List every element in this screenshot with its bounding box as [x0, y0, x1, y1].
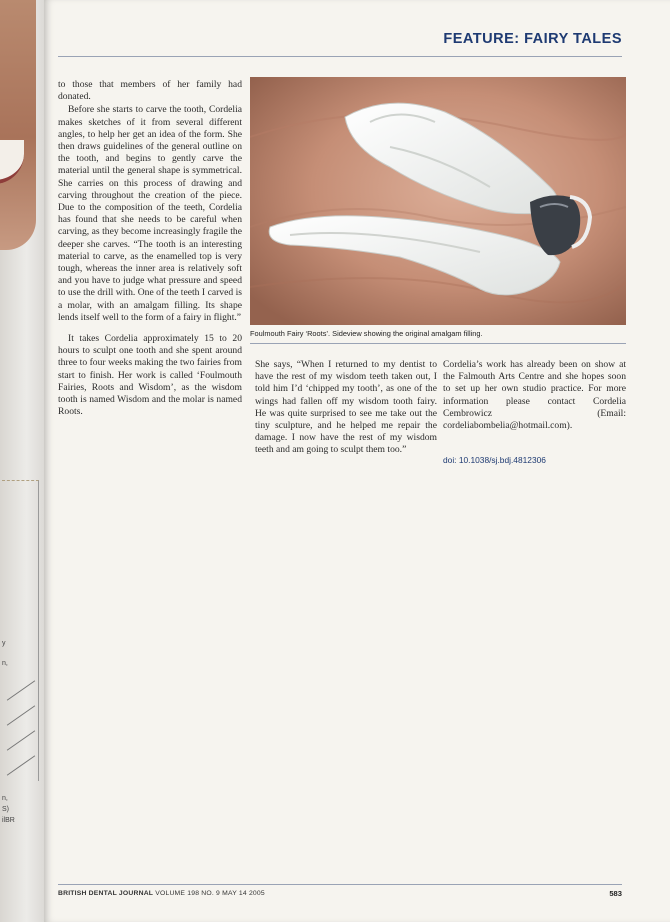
tooth-fairy-image	[250, 77, 626, 325]
adjacent-page-photo	[0, 0, 36, 250]
strip-text: S)	[2, 806, 9, 813]
journal-name: BRITISH DENTAL JOURNAL	[58, 890, 154, 897]
header-rule	[58, 56, 622, 57]
journal-page	[44, 0, 670, 922]
paragraph: Before she starts to carve the tooth, Cordelia makes sketches of it from several different angles, to help her get an idea of the form. She then draws guidelines of the general outline on the tooth, and begins to gently carve the material until the general shape is symmetrical. She carries on this process of drawing and carving throughout the creation of the piece. Due to the composition of the teeth, Cordelia has found that she needs to be careful when carving, as they become increasingly fragile the deeper she carves. “The tooth is an interesting material to carve, as the enamelled top is very tough, whereas the inner area is relatively soft and you have to judge what pressure and speed to use the drill with. One of the teeth I carved is a molar, with an amalgam filling. Its shape lends itself well to the form of a fairy in flight.”	[58, 104, 242, 323]
text-column-1	[58, 79, 242, 418]
journal-issue: VOLUME 198 NO. 9 MAY 14 2005	[155, 890, 265, 897]
journal-footer	[58, 890, 265, 897]
footer-rule	[58, 884, 622, 885]
paragraph: Cordelia’s work has already been on show at the Falmouth Arts Centre and she hopes soon to set up her own studio practice. For more information please contact Cordelia Cembrowicz (Email: cordeliabombelia@hotmail.com).	[443, 359, 626, 432]
strip-text: ilBR	[2, 817, 15, 824]
doi-link[interactable]: doi: 10.1038/sj.bdj.4812306	[443, 455, 546, 465]
adjacent-page-smile	[0, 140, 24, 184]
figure-caption: Foulmouth Fairy ‘Roots’. Sideview showing the original amalgam filling.	[250, 329, 483, 338]
strip-text: n,	[2, 660, 8, 667]
strip-text: n,	[2, 795, 8, 802]
page-number: 583	[609, 889, 622, 898]
caption-rule	[250, 343, 626, 344]
text-column-2	[255, 359, 437, 457]
adjacent-page-diagram	[2, 480, 39, 781]
text-column-3	[443, 359, 626, 432]
fairy-sculpture-photo	[250, 77, 626, 325]
paragraph: It takes Cordelia approximately 15 to 20 hours to sculpt one tooth and she spent around three to four weeks making the two fairies from start to finish. Her work is called ‘Foulmouth Fairies, Roots and Wisdom’, as the wisdom tooth is named Wisdom and the molar is named Roots.	[58, 333, 242, 418]
strip-text: y	[2, 640, 6, 647]
paragraph: She says, “When I returned to my dentist to have the rest of my wisdom teeth taken out, I told him I’d ‘chipped my tooth’, as one of the wings had fallen off my wisdom tooth fairy. He was quite surprised to see me take out the tiny sculpture, and he helped me repair the damage. I now have the rest of my wisdom teeth and am going to sculpt them too.”	[255, 359, 437, 456]
section-header: FEATURE: FAIRY TALES	[443, 31, 622, 47]
adjacent-page-strip	[0, 0, 44, 922]
paragraph: to those that members of her family had donated.	[58, 79, 242, 103]
